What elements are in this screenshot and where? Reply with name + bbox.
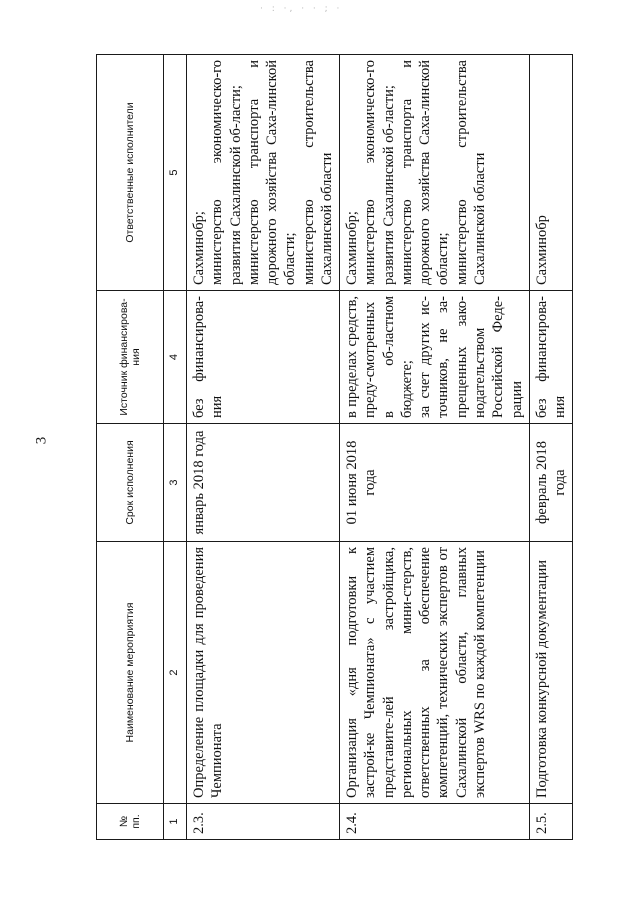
- row-executors: [187, 55, 340, 291]
- column-number: 2: [164, 542, 187, 804]
- row-name: Определение площадки для проведения Чемпионата: [187, 542, 340, 804]
- executor-line: министерство строительства Сахалинской области: [453, 60, 488, 285]
- header-date: Срок исполнения: [97, 424, 164, 542]
- executor-line: министерство экономическо-го развития Сахалинской об-ласти;: [362, 60, 397, 285]
- table-sheet: [96, 55, 569, 840]
- executor-line: Сахминобр;: [191, 211, 207, 285]
- header-name: Наименование мероприятия: [97, 542, 164, 804]
- row-date: январь 2018 года: [187, 424, 340, 542]
- header-num: № пп.: [97, 804, 164, 840]
- row-num: 2.4.: [340, 804, 530, 840]
- column-number: 5: [164, 55, 187, 291]
- row-source: [340, 291, 530, 424]
- source-line: за счет других ис-точников, не за-прещенных зако-нодательством Российской Феде-рации: [417, 296, 525, 418]
- table-row: [187, 55, 340, 840]
- column-number: 3: [164, 424, 187, 542]
- row-name: Организация «дня подготовки к застрой-ке Чемпионата» с участием представите-лей застройщика, региональных мини-стерств, ответственных за обеспечение компетенций, технических экспертов от Сахалинской области, главных экспертов WRS по каждой компетенции: [340, 542, 530, 804]
- executor-line: министерство экономическо-го развития Сахалинской об-ласти;: [209, 60, 244, 285]
- executor-line: министерство транспорта и дорожного хозяйства Саха-линской области;: [398, 60, 452, 285]
- table-row: [340, 55, 530, 840]
- row-source: без финансирова-ния: [529, 291, 573, 424]
- rotated-table-frame: [96, 55, 569, 840]
- events-table: [96, 54, 573, 840]
- header-row: [97, 55, 164, 840]
- header-executors: Ответственные исполнители: [97, 55, 164, 291]
- row-date: 01 июня 2018 года: [340, 424, 530, 542]
- row-executors: [529, 55, 573, 291]
- column-number: 4: [164, 291, 187, 424]
- column-number: 1: [164, 804, 187, 840]
- executor-line: министерство транспорта и дорожного хозяйства Саха-линской области;: [245, 60, 299, 285]
- executor-line: министерство строительства Сахалинской области: [300, 60, 335, 285]
- source-line: в пределах средств, преду-смотренных в об-ластном бюджете;: [344, 296, 415, 418]
- header-source: Источник финансирова-ния: [97, 291, 164, 424]
- row-source: без финансирова-ния: [187, 291, 340, 424]
- row-date: февраль 2018 года: [529, 424, 573, 542]
- page-number: 3: [33, 436, 50, 445]
- row-executors: [340, 55, 530, 291]
- executor-line: Сахминобр: [533, 215, 550, 285]
- scan-artifact: · : ·, · · ; ·: [260, 4, 343, 14]
- row-num: 2.3.: [187, 804, 340, 840]
- executor-line: Сахминобр;: [344, 211, 361, 285]
- column-number-row: [164, 55, 187, 840]
- table-row: [529, 55, 573, 840]
- row-name: Подготовка конкурсной документации: [529, 542, 573, 804]
- row-num: 2.5.: [529, 804, 573, 840]
